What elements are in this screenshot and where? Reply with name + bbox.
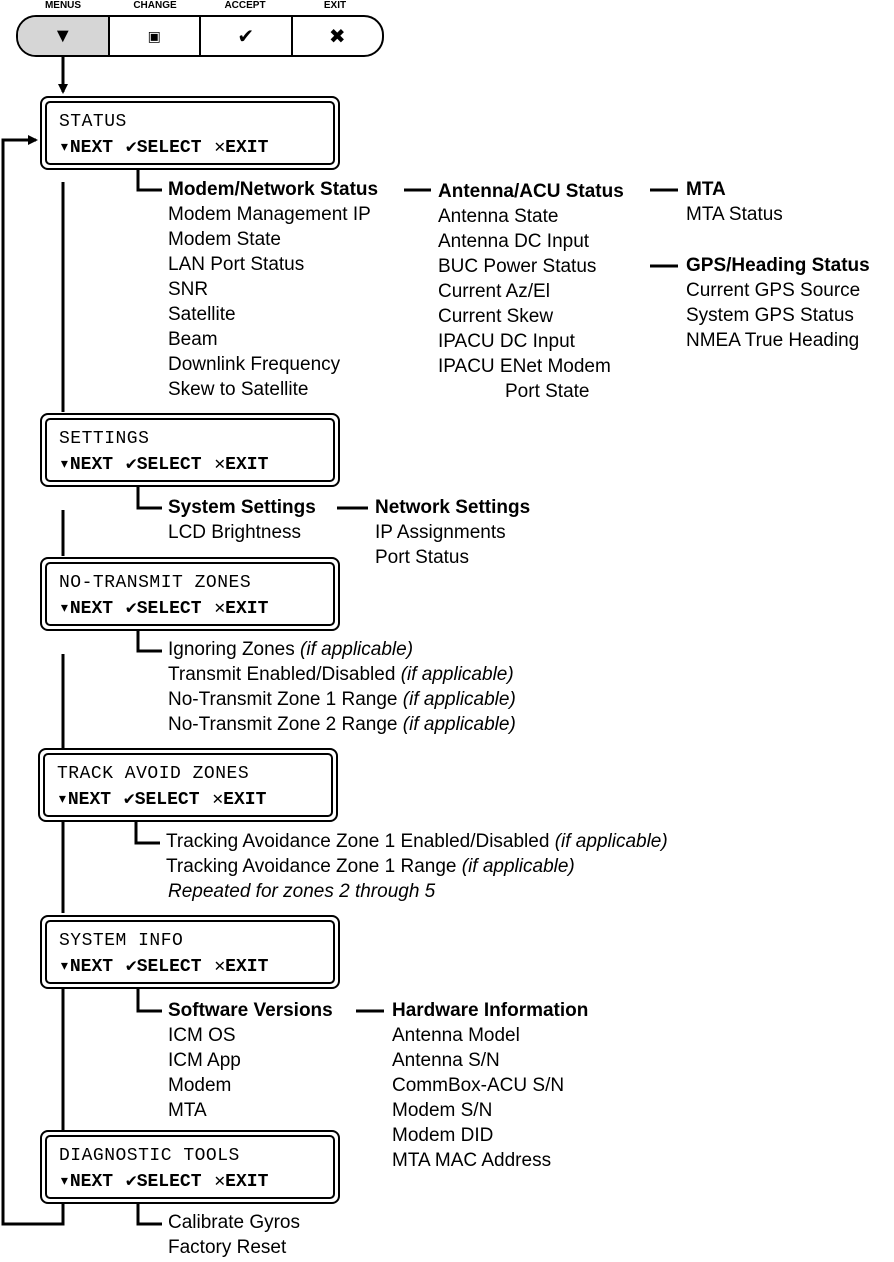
system-settings-heading: System Settings (168, 497, 316, 518)
system-info-menu-box[interactable] (40, 915, 340, 989)
modem-network-item: LAN Port Status (168, 254, 305, 275)
diagnostic-item: Calibrate Gyros (168, 1212, 300, 1233)
network-settings-item: IP Assignments (375, 522, 506, 543)
antenna-acu-item: Current Az/El (438, 281, 550, 302)
gps-item: Current GPS Source (686, 280, 861, 301)
accept-button[interactable] (201, 17, 293, 55)
hardware-item: Modem S/N (392, 1100, 493, 1121)
software-item: ICM OS (168, 1025, 236, 1046)
system-settings-item: LCD Brightness (168, 522, 302, 543)
gps-item: System GPS Status (686, 305, 854, 326)
no-transmit-item: No-Transmit Zone 2 Range (if applicable) (168, 714, 516, 735)
modem-network-heading: Modem/Network Status (168, 179, 379, 200)
system-info-menu-title: SYSTEM INFO (59, 931, 184, 951)
antenna-acu-item: IPACU DC Input (438, 331, 575, 352)
menu-options: ▾NEXT ✔SELECT ✕EXIT (57, 790, 267, 810)
antenna-acu-item: BUC Power Status (438, 256, 597, 277)
modem-network-item: Skew to Satellite (168, 379, 309, 400)
menu-options: ▾NEXT ✔SELECT ✕EXIT (59, 599, 269, 619)
menu-options: ▾NEXT ✔SELECT ✕EXIT (59, 1172, 269, 1192)
menus-button[interactable] (18, 17, 110, 55)
no-transmit-item: No-Transmit Zone 1 Range (if applicable) (168, 689, 516, 710)
gps-item: NMEA True Heading (686, 330, 860, 351)
settings-menu-box[interactable] (40, 413, 340, 487)
hardware-item: Antenna Model (392, 1025, 520, 1046)
modem-network-item: SNR (168, 279, 209, 300)
network-settings-item: Port Status (375, 547, 469, 568)
exit-button[interactable] (293, 17, 383, 55)
status-menu-box[interactable] (40, 96, 340, 170)
track-avoid-menu-title: TRACK AVOID ZONES (57, 764, 250, 784)
software-item: ICM App (168, 1050, 241, 1071)
software-item: MTA (168, 1100, 207, 1121)
antenna-acu-item: Antenna DC Input (438, 231, 590, 252)
check-icon: ✔ (237, 25, 255, 48)
antenna-acu-item: IPACU ENet Modem (438, 356, 611, 377)
mta-heading: MTA (686, 179, 726, 200)
modem-network-item: Modem Management IP (168, 204, 371, 225)
diagnostic-menu-box[interactable] (40, 1130, 340, 1204)
menu-options: ▾NEXT ✔SELECT ✕EXIT (59, 138, 269, 158)
diagnostic-menu-title: DIAGNOSTIC TOOLS (59, 1146, 240, 1166)
modem-network-item: Downlink Frequency (168, 354, 341, 375)
accept-button-label: ACCEPT (224, 0, 266, 11)
menus-button-label: MENUS (44, 0, 82, 11)
software-versions-heading: Software Versions (168, 1000, 333, 1021)
antenna-acu-item: Antenna State (438, 206, 559, 227)
track-avoid-menu-box[interactable] (38, 748, 338, 822)
button-bar (16, 15, 384, 57)
menu-options: ▾NEXT ✔SELECT ✕EXIT (59, 957, 269, 977)
mta-item: MTA Status (686, 204, 783, 225)
status-menu-title: STATUS (59, 112, 127, 132)
modem-network-item: Satellite (168, 304, 236, 325)
change-button[interactable] (110, 17, 202, 55)
exit-button-label: EXIT (323, 0, 347, 11)
no-transmit-item: Transmit Enabled/Disabled (if applicable) (168, 664, 514, 685)
no-transmit-menu-box[interactable] (40, 557, 340, 631)
track-avoid-item: Tracking Avoidance Zone 1 Range (if applicable) (166, 856, 575, 877)
no-transmit-item: Ignoring Zones (if applicable) (168, 639, 414, 660)
network-settings-heading: Network Settings (375, 497, 531, 518)
software-item: Modem (168, 1075, 232, 1096)
antenna-acu-item: Port State (505, 381, 590, 402)
diagnostic-item: Factory Reset (168, 1237, 287, 1258)
gps-heading: GPS/Heading Status (686, 255, 870, 276)
track-avoid-repeat-note: Repeated for zones 2 through 5 (168, 881, 436, 902)
x-icon: ✖ (328, 25, 346, 48)
hardware-item: Antenna S/N (392, 1050, 500, 1071)
modem-network-item: Modem State (168, 229, 281, 250)
square-dot-icon: ▣ (147, 27, 161, 44)
modem-network-item: Beam (168, 329, 218, 350)
menu-options: ▾NEXT ✔SELECT ✕EXIT (59, 455, 269, 475)
hardware-item: MTA MAC Address (392, 1150, 552, 1171)
antenna-acu-heading: Antenna/ACU Status (438, 181, 624, 202)
change-button-label: CHANGE (133, 0, 177, 11)
no-transmit-menu-title: NO-TRANSMIT ZONES (59, 573, 252, 593)
track-avoid-item: Tracking Avoidance Zone 1 Enabled/Disabled (if applicable) (166, 831, 668, 852)
settings-menu-title: SETTINGS (59, 429, 150, 449)
hardware-info-heading: Hardware Information (392, 1000, 589, 1021)
hardware-item: Modem DID (392, 1125, 494, 1146)
hardware-item: CommBox-ACU S/N (392, 1075, 565, 1096)
antenna-acu-item: Current Skew (438, 306, 554, 327)
triangle-down-icon: ▼ (52, 24, 73, 47)
